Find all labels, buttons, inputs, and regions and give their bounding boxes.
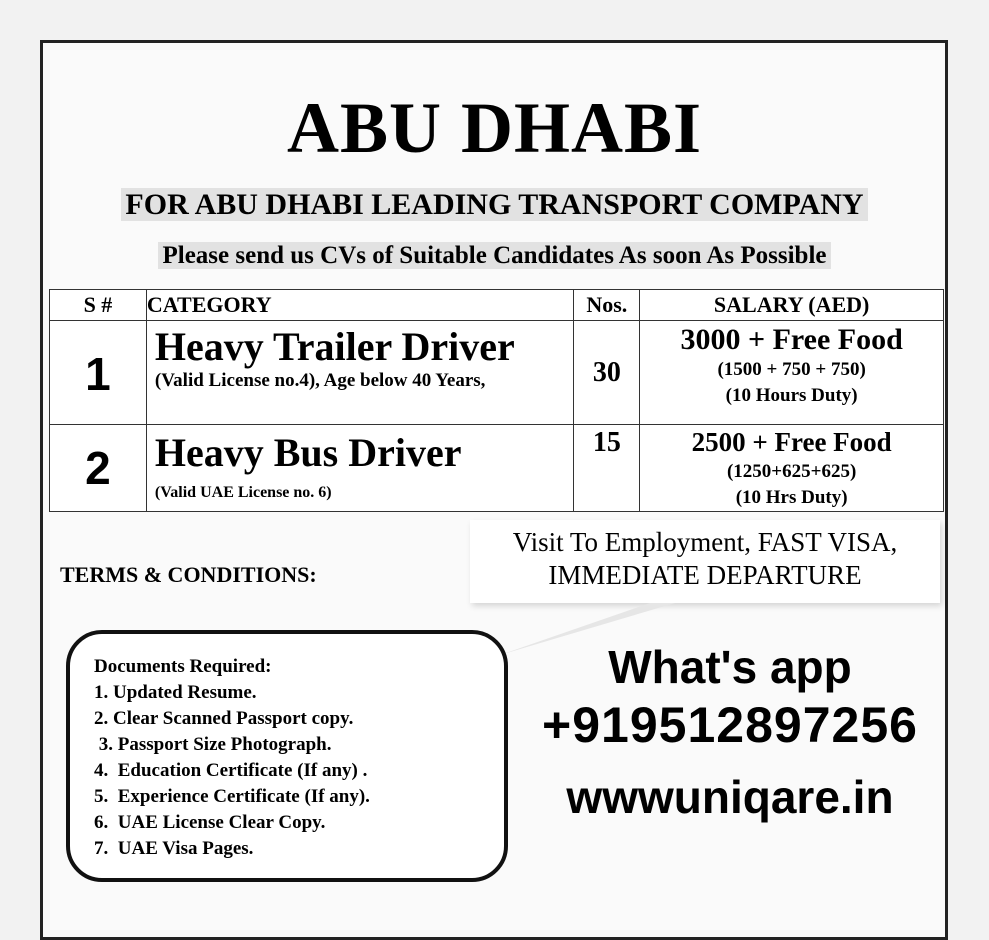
row-nos-cell — [574, 321, 640, 425]
row-category-cell — [146, 321, 573, 425]
page-title: ABU DHABI — [286, 88, 703, 168]
company-subtitle-text: FOR ABU DHABI LEADING TRANSPORT COMPANY — [121, 188, 867, 221]
table-row — [50, 321, 944, 425]
row-sn: 2 — [85, 442, 111, 494]
row-nos: 15 — [592, 427, 621, 458]
row-salary-cell — [640, 425, 944, 512]
row-category: Heavy Bus Driver — [154, 430, 462, 475]
visa-line-2: IMMEDIATE DEPARTURE — [548, 560, 862, 590]
document-item: 1. Updated Resume. — [94, 682, 257, 703]
row-sn-cell — [50, 425, 147, 512]
row-category: Heavy Trailer Driver — [154, 324, 515, 369]
header-salary: SALARY (AED) — [640, 290, 944, 321]
row-salary-duty: (10 Hrs Duty) — [735, 487, 848, 508]
row-nos-cell — [574, 425, 640, 512]
document-item: 6. UAE License Clear Copy. — [94, 812, 326, 833]
row-nos: 30 — [592, 357, 621, 388]
header-nos: Nos. — [574, 290, 640, 321]
cv-request-text: Please send us CVs of Suitable Candidates As soon As Possible — [158, 242, 830, 269]
row-salary: 3000 + Free Food — [680, 323, 903, 356]
whatsapp-label: What's app — [608, 641, 852, 693]
documents-box — [66, 630, 508, 882]
documents-heading: Documents Required: — [94, 656, 272, 677]
row-salary-breakdown: (1500 + 750 + 750) — [717, 359, 866, 380]
document-item: 2. Clear Scanned Passport copy. — [94, 708, 354, 729]
document-item: 4. Education Certificate (If any) . — [94, 760, 368, 781]
terms-heading: TERMS & CONDITIONS: — [60, 562, 317, 587]
row-category-cell — [146, 425, 573, 512]
whatsapp-phone: +919512897256 — [542, 697, 918, 753]
visa-callout — [470, 520, 940, 603]
row-category-note: (Valid UAE License no. 6) — [154, 484, 332, 501]
table-row — [50, 425, 944, 512]
header-category: CATEGORY — [146, 290, 573, 321]
website-text: wwwuniqare.in — [566, 771, 894, 823]
document-item: 3. Passport Size Photograph. — [94, 734, 332, 755]
document-item: 7. UAE Visa Pages. — [94, 838, 254, 859]
row-salary: 2500 + Free Food — [691, 427, 892, 457]
header-sn: S # — [50, 290, 147, 321]
company-subtitle — [0, 186, 989, 224]
row-salary-breakdown: (1250+625+625) — [726, 461, 857, 482]
cv-request — [0, 240, 989, 272]
row-sn: 1 — [85, 348, 111, 400]
jobs-table — [49, 289, 944, 512]
row-sn-cell — [50, 321, 147, 425]
visa-line-1: Visit To Employment, FAST VISA, — [512, 527, 898, 557]
row-category-note: (Valid License no.4), Age below 40 Years, — [154, 370, 486, 391]
row-salary-duty: (10 Hours Duty) — [725, 385, 858, 406]
document-item: 5. Experience Certificate (If any). — [94, 786, 370, 807]
table-header-row — [50, 290, 944, 321]
row-salary-cell — [640, 321, 944, 425]
